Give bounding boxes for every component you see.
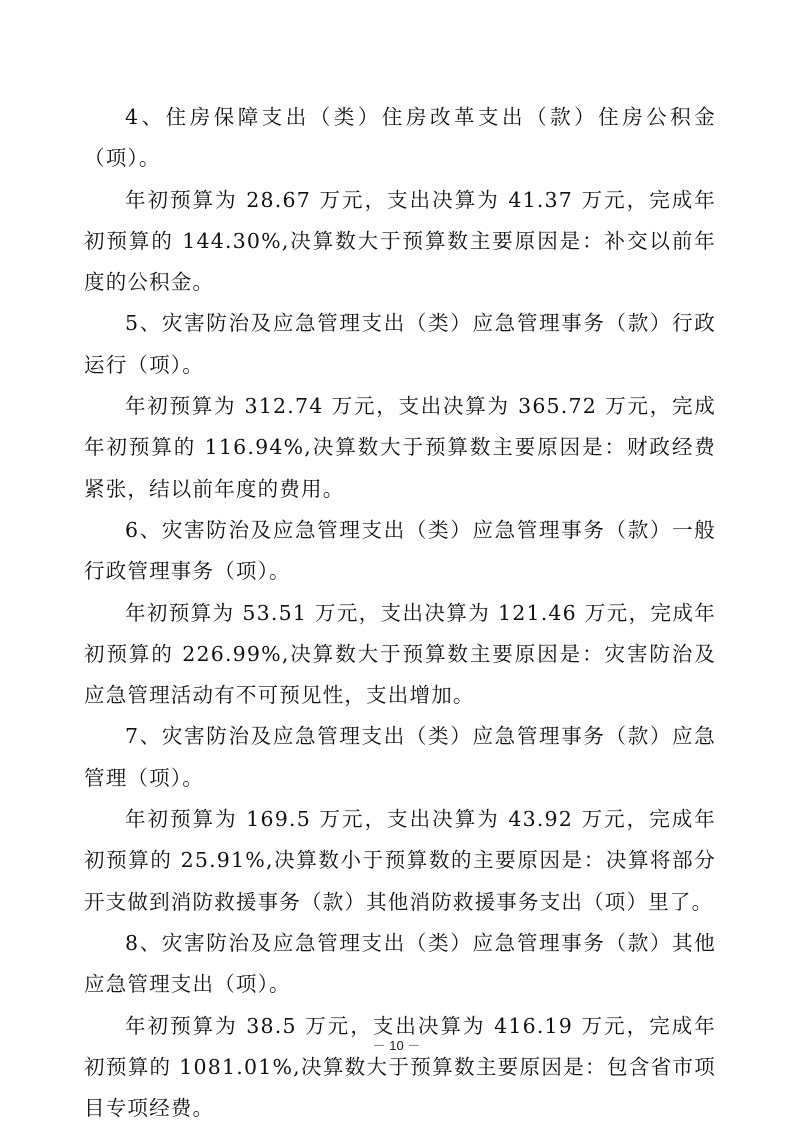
body-text <box>84 97 716 1129</box>
item-5-heading: 5、灾害防治及应急管理支出（类）应急管理事务（款）行政运行（项）。 <box>84 311 716 377</box>
item-8-detail: 年初预算为 38.5 万元，支出决算为 416.19 万元，完成年初预算的 1081.01%,决算数大于预算数主要原因是：包含省市项目专项经费。 <box>84 1013 716 1121</box>
item-6-heading: 6、灾害防治及应急管理支出（类）应急管理事务（款）一般行政管理事务（项）。 <box>84 517 716 584</box>
item-4-detail: 年初预算为 28.67 万元，支出决算为 41.37 万元，完成年初预算的 144.30%,决算数大于预算数主要原因是：补交以前年度的公积金。 <box>84 187 716 295</box>
page-number: － 10 － <box>372 1038 421 1053</box>
item-6-detail: 年初预算为 53.51 万元，支出决算为 121.46 万元，完成年初预算的 226.99%,决算数大于预算数主要原因是：灾害防治及应急管理活动有不可预见性，支出增加。 <box>84 600 716 708</box>
item-5-detail: 年初预算为 312.74 万元，支出决算为 365.72 万元，完成年初预算的 116.94%,决算数大于预算数主要原因是：财政经费紧张，结以前年度的费用。 <box>84 394 716 501</box>
item-7-heading: 7、灾害防治及应急管理支出（类）应急管理事务（款）应急管理（项）。 <box>84 724 716 790</box>
item-4-heading: 4、住房保障支出（类）住房改革支出（款）住房公积金（项）。 <box>84 105 716 171</box>
item-7-detail: 年初预算为 169.5 万元，支出决算为 43.92 万元，完成年初预算的 25.91%,决算数小于预算数的主要原因是：决算将部分开支做到消防救援事务（款）其他消防救援事务支出（项）里了。 <box>84 807 716 914</box>
item-8-heading: 8、灾害防治及应急管理支出（类）应急管理事务（款）其他应急管理支出（项）。 <box>84 930 716 997</box>
